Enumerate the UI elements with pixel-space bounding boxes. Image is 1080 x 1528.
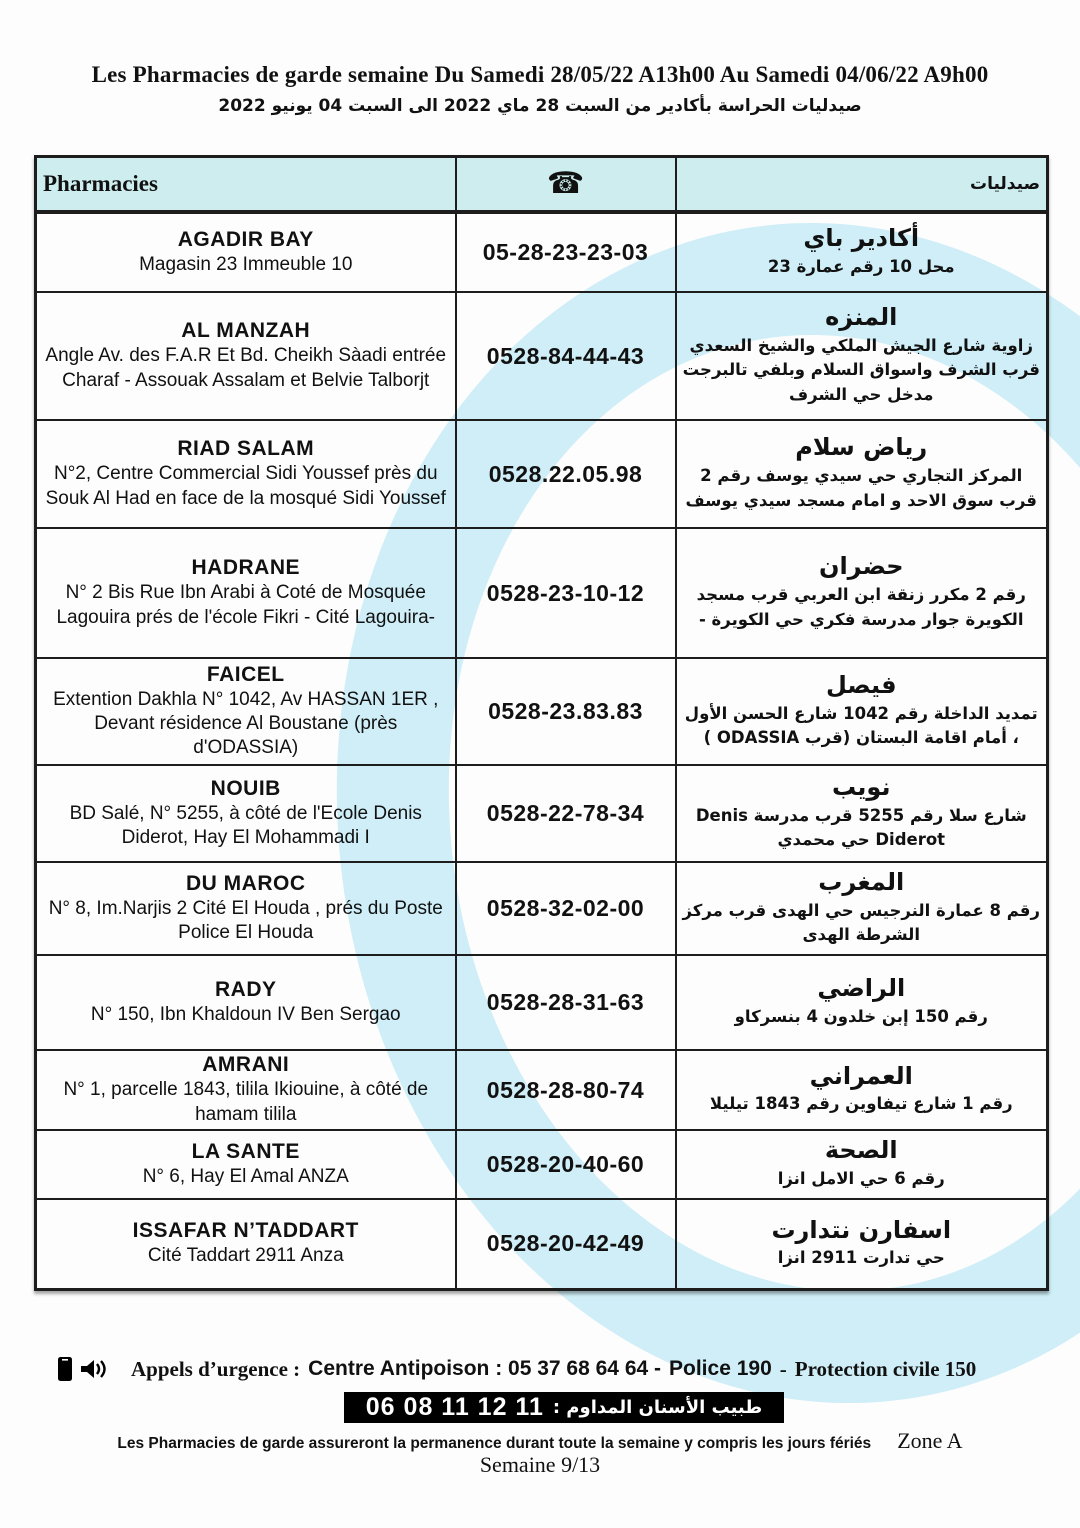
table-row xyxy=(36,862,1048,955)
week-number: Semaine 9/13 xyxy=(479,1452,601,1477)
pharmacy-address-ar: رقم 8 عمارة النرجيس حي الهدى قرب مركز الشرطة الهدى xyxy=(682,900,1040,945)
phone-icon xyxy=(55,1356,75,1382)
pharmacy-name-ar: العمراني xyxy=(809,1061,913,1090)
pharmacy-name-ar: المنزه xyxy=(825,303,898,332)
pharmacy-name: HADRANE xyxy=(191,556,300,580)
emergency-label: Appels d’urgence : xyxy=(131,1356,301,1381)
pharmacy-phone: 05-28-23-23-03 xyxy=(456,212,676,292)
pharmacy-name: DU MAROC xyxy=(186,871,306,895)
table-row xyxy=(36,1050,1048,1130)
pharmacy-name: FAICEL xyxy=(206,662,285,686)
pharmacy-name-ar: أكادير باي xyxy=(803,224,920,253)
pharmacy-phone: 0528-20-40-60 xyxy=(456,1130,676,1199)
pharmacy-address-ar: المركز التجاري حي سيدي يوسف رقم 2 قرب سوق الاحد و امام مسجد سيدي يوسف xyxy=(685,466,1037,510)
pharmacy-address-fr: N° 8, Im.Narjis 2 Cité El Houda , prés du Poste Police El Houda xyxy=(48,897,443,943)
speaker-icon xyxy=(79,1356,109,1382)
pharmacy-address-ar: رقم 150 إبن خلدون 4 بنسركاو xyxy=(734,1006,988,1026)
pharmacy-address-fr: Extention Dakhla N° 1042, Av HASSAN 1ER , Devant résidence Al Boustane (près d'ODASSIA) xyxy=(53,688,439,759)
table-row xyxy=(36,955,1048,1050)
table-row xyxy=(36,658,1048,765)
pharmacies-table xyxy=(34,155,1049,1291)
pharmacy-phone: 0528-23.83.83 xyxy=(456,658,676,765)
pharmacy-address-fr: Angle Av. des F.A.R Et Bd. Cheikh Sàadi entrée Charaf - Assouak Assalam et Belvie Talborjt xyxy=(45,345,447,391)
table-row xyxy=(36,1130,1048,1199)
pharmacy-name-ar: رياض سلام xyxy=(795,433,928,462)
pharmacy-address-ar: رقم 1 شارع تيفاوين رقم 1843 تيليلا xyxy=(709,1094,1013,1114)
pharmacy-phone: 0528-22-78-34 xyxy=(456,765,676,862)
pharmacy-address-ar: محل 10 رقم عمارة 23 xyxy=(767,256,955,276)
permanence-note: Les Pharmacies de garde assureront la permanence durant toute la semaine y compris les jours fériés xyxy=(117,1435,872,1452)
pharmacy-address-fr: Magasin 23 Immeuble 10 xyxy=(139,253,353,275)
separator-dash: - xyxy=(779,1356,787,1381)
pharmacy-name: NOUIB xyxy=(210,776,281,800)
pharmacy-name-ar: نويب xyxy=(832,772,891,801)
pharmacy-name: RIAD SALAM xyxy=(177,437,315,461)
pharmacy-phone: 0528-28-80-74 xyxy=(456,1050,676,1130)
pharmacy-address-ar: رقم 6 حي الامل انزا xyxy=(777,1168,945,1188)
pharmacy-name-ar: الراضي xyxy=(817,974,906,1003)
table-row xyxy=(36,212,1048,292)
page-title-arabic: صيدليات الحراسة بأكادير من السبت 28 ماي 2022 الى السبت 04 يونيو 2022 xyxy=(218,96,862,116)
page-title: Les Pharmacies de garde semaine Du Samedi 28/05/22 A13h00 Au Samedi 04/06/22 A9h00 xyxy=(91,62,989,87)
table-header-row xyxy=(36,157,1048,213)
document-header xyxy=(0,62,1080,116)
pharmacy-address-ar: رقم 2 مكرر زنقة ابن العربي قرب مسجد الكويرة جوار مدرسة فكري حي الكويرة - xyxy=(696,585,1026,629)
pharmacy-phone: 0528-20-42-49 xyxy=(456,1199,676,1289)
pharmacy-address-fr: BD Salé, N° 5255, à côté de l'Ecole Denis Diderot, Hay El Mohammadi I xyxy=(69,802,422,848)
pharmacy-phone: 0528-32-02-00 xyxy=(456,862,676,955)
pharmacy-phone: 0528-84-44-43 xyxy=(456,292,676,420)
table-row xyxy=(36,765,1048,862)
column-header-pharmacies-arabic: صيدليات xyxy=(676,157,1048,213)
pharmacy-address-ar: شارع سلا رقم 5255 قرب مدرسة Denis Diderot حي محمدي xyxy=(695,805,1027,850)
pharmacy-name: AL MANZAH xyxy=(181,319,311,343)
table-row xyxy=(36,1199,1048,1289)
dentist-on-duty-bar xyxy=(344,1392,784,1423)
pharmacy-name-ar: فيصل xyxy=(825,670,897,699)
pharmacy-name-ar: المغرب xyxy=(818,867,905,896)
table-row xyxy=(36,420,1048,528)
pharmacy-address-ar: زاوية شارع الجيش الملكي والشيخ السعدي قرب الشرف واسواق السلام وبلفي تالبرجت مدخل حي الشرف xyxy=(682,335,1040,405)
pharmacy-name: LA SANTE xyxy=(191,1139,300,1163)
pharmacy-name-ar: الصحة xyxy=(824,1136,898,1165)
pharmacy-address-fr: N° 6, Hay El Amal ANZA xyxy=(142,1165,349,1187)
dentist-label-arabic: طبيب الأسنان المداوم : xyxy=(552,1397,763,1418)
pharmacy-phone: 0528-28-31-63 xyxy=(456,955,676,1050)
pharmacy-name: RADY xyxy=(214,977,277,1001)
telephone-icon: ☎ xyxy=(456,157,676,213)
pharmacy-address-fr: N°2, Centre Commercial Sidi Youssef près du Souk Al Had en face de la mosqué Sidi Youssef xyxy=(45,463,446,509)
pharmacy-address-fr: N° 1, parcelle 1843, tilila Ikiouine, à côté de hamam tilila xyxy=(63,1079,429,1125)
pharmacy-address-fr: N° 150, Ibn Khaldoun IV Ben Sergao xyxy=(90,1003,401,1025)
pharmacy-address-fr: Cité Taddart 2911 Anza xyxy=(147,1245,344,1267)
pharmacy-name-ar: حضران xyxy=(818,552,904,581)
pharmacy-address-ar: حي تدارت 2911 انزا xyxy=(777,1248,945,1268)
antipoison-number: Centre Antipoison : 05 37 68 64 64 - xyxy=(308,1357,662,1380)
pharmacy-name: ISSAFAR N’TADDART xyxy=(132,1219,359,1243)
pharmacy-name: AGADIR BAY xyxy=(177,227,314,251)
pharmacy-name-ar: اسفارن نتدارت xyxy=(771,1215,952,1244)
police-number: Police 190 xyxy=(669,1357,772,1380)
dentist-phone: 06 08 11 12 11 xyxy=(365,1393,544,1421)
zone-label: Zone A xyxy=(897,1428,963,1453)
table-row xyxy=(36,528,1048,658)
pharmacy-address-fr: N° 2 Bis Rue Ibn Arabi à Coté de Mosquée Lagouira prés de l'école Fikri - Cité Lagouira- xyxy=(56,582,436,628)
emergency-line xyxy=(55,1356,1045,1382)
pharmacy-address-ar: تمديد الداخلة رقم 1042 شارع الحسن الأول ، أمام اقامة البستان (قرب ODASSIA ) xyxy=(684,703,1038,748)
column-header-pharmacies: Pharmacies xyxy=(36,157,456,213)
pharmacy-phone: 0528-23-10-12 xyxy=(456,528,676,658)
protection-civile-number: Protection civile 150 xyxy=(794,1356,977,1381)
permanence-note-line xyxy=(0,1428,1080,1454)
table-row xyxy=(36,292,1048,420)
pharmacy-name: AMRANI xyxy=(202,1053,290,1077)
pharmacy-phone: 0528.22.05.98 xyxy=(456,420,676,528)
